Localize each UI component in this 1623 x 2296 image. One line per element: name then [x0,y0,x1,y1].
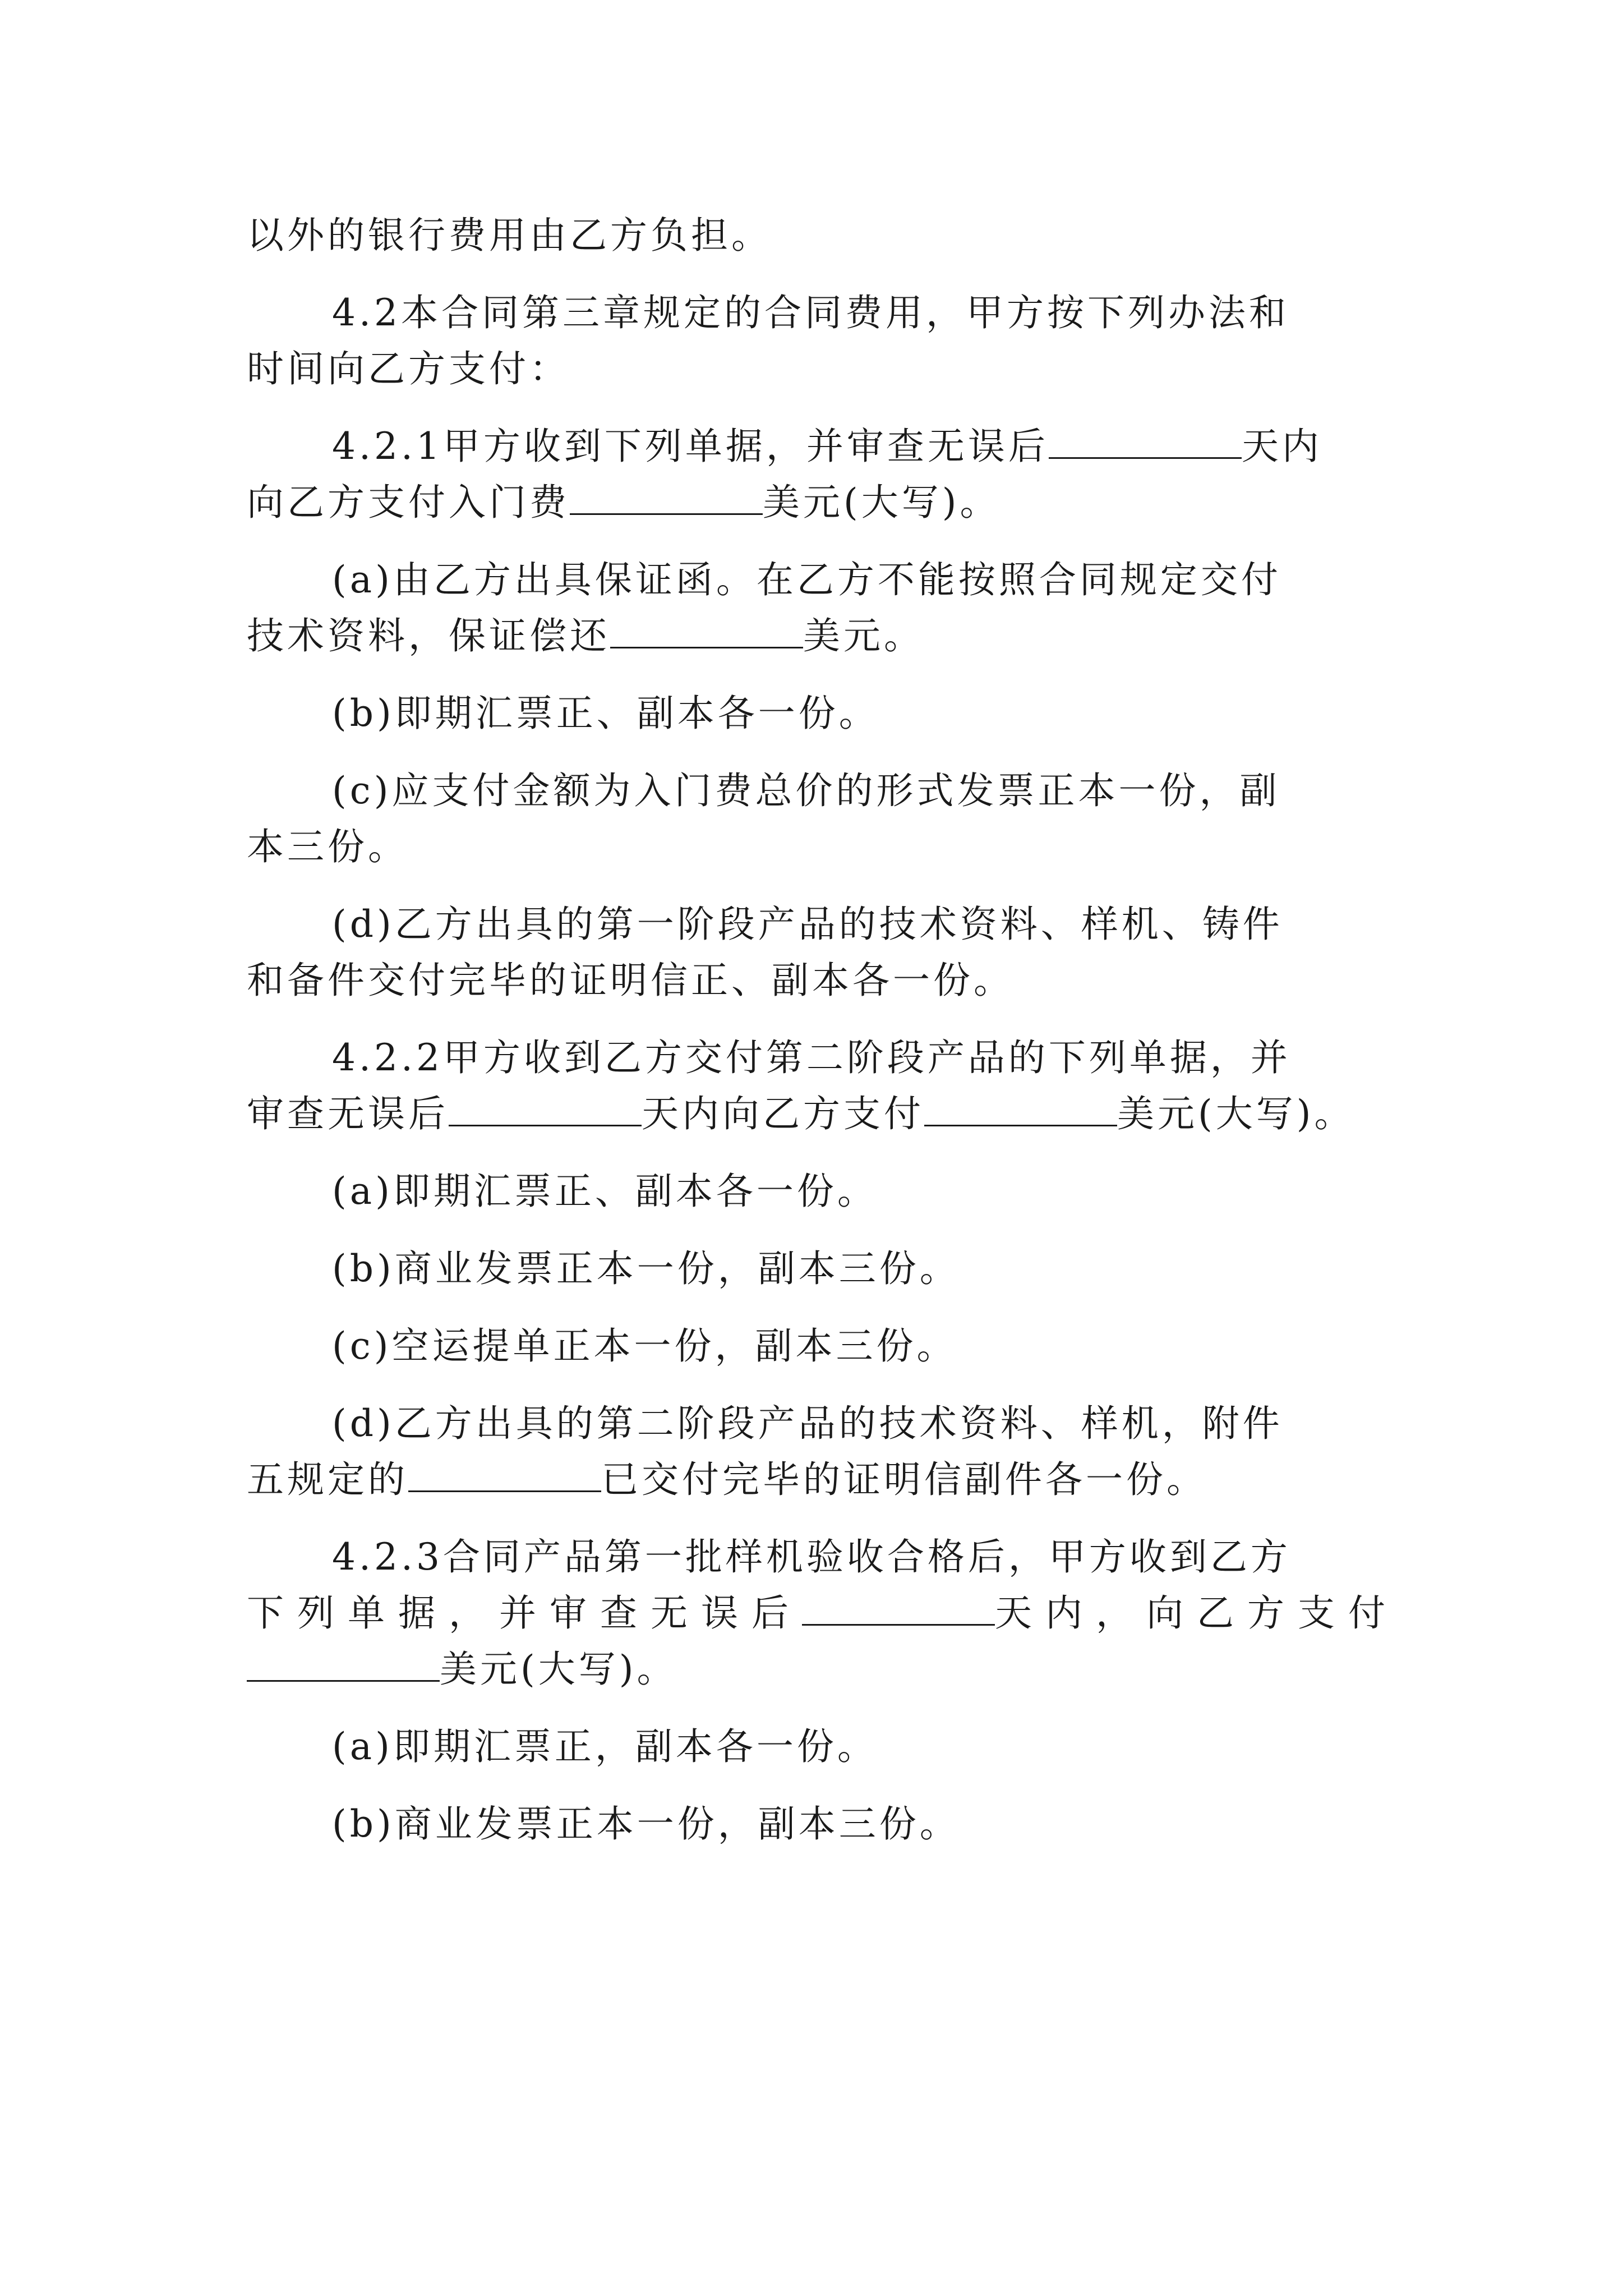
paragraph-line: (c)应支付金额为入门费总价的形式发票正本一份，副 [332,769,1280,812]
paragraph-line: 下列单据，并审查无误后 天内，向乙方支付 [247,1591,1399,1635]
fill-in-blank [610,646,803,648]
paragraph-line: 向乙方支付入门费 美元(大写)。 [247,481,1000,524]
fill-in-blank [924,1124,1117,1126]
paragraph-line: 以外的银行费用由乙方负担。 [247,214,772,257]
paragraph-line: (d)乙方出具的第一阶段产品的技术资料、样机、铸件 [332,903,1283,946]
paragraph-line: 4.2.2甲方收到乙方交付第二阶段产品的下列单据，并 [332,1036,1291,1079]
paragraph-line: (b)商业发票正本一份，副本三份。 [332,1802,960,1846]
paragraph-line: 4.2本合同第三章规定的合同费用，甲方按下列办法和 [332,291,1289,334]
fill-in-blank [408,1490,601,1492]
fill-in-blank [570,513,763,515]
paragraph-line: 审查无误后 天内向乙方支付 美元(大写)。 [247,1092,1355,1135]
paragraph-line: (b)商业发票正本一份，副本三份。 [332,1247,960,1290]
paragraph-line: (a)由乙方出具保证函。在乙方不能按照合同规定交付 [332,558,1281,601]
paragraph-line: 4.2.3合同产品第一批样机验收合格后，甲方收到乙方 [332,1535,1291,1579]
paragraph-line: (a)即期汇票正，副本各一份。 [332,1725,878,1768]
fill-in-blank [449,1124,642,1126]
fill-in-blank [1049,457,1242,459]
paragraph-line: 技术资料，保证偿还 美元。 [247,614,924,657]
paragraph-line: 时间向乙方支付： [247,347,570,390]
fill-in-blank [247,1680,440,1682]
paragraph-line: (a)即期汇票正、副本各一份。 [332,1170,878,1213]
paragraph-line: 4.2.1甲方收到下列单据，并审查无误后 天内 [332,425,1322,468]
paragraph-line: 五规定的 已交付完毕的证明信副件各一份。 [247,1458,1207,1501]
paragraph-line: 美元(大写)。 [247,1641,1402,1697]
fill-in-blank [802,1623,995,1626]
paragraph-line: (c)空运提单正本一份，副本三份。 [332,1324,957,1368]
paragraph-line: (b)即期汇票正、副本各一份。 [332,692,879,735]
contract-text [247,208,1402,1852]
paragraph-line: (d)乙方出具的第二阶段产品的技术资料、样机，附件 [332,1402,1283,1445]
paragraph-line: 本三份。 [247,825,408,868]
paragraph-line: 和备件交付完毕的证明信正、副本各一份。 [247,959,1014,1002]
